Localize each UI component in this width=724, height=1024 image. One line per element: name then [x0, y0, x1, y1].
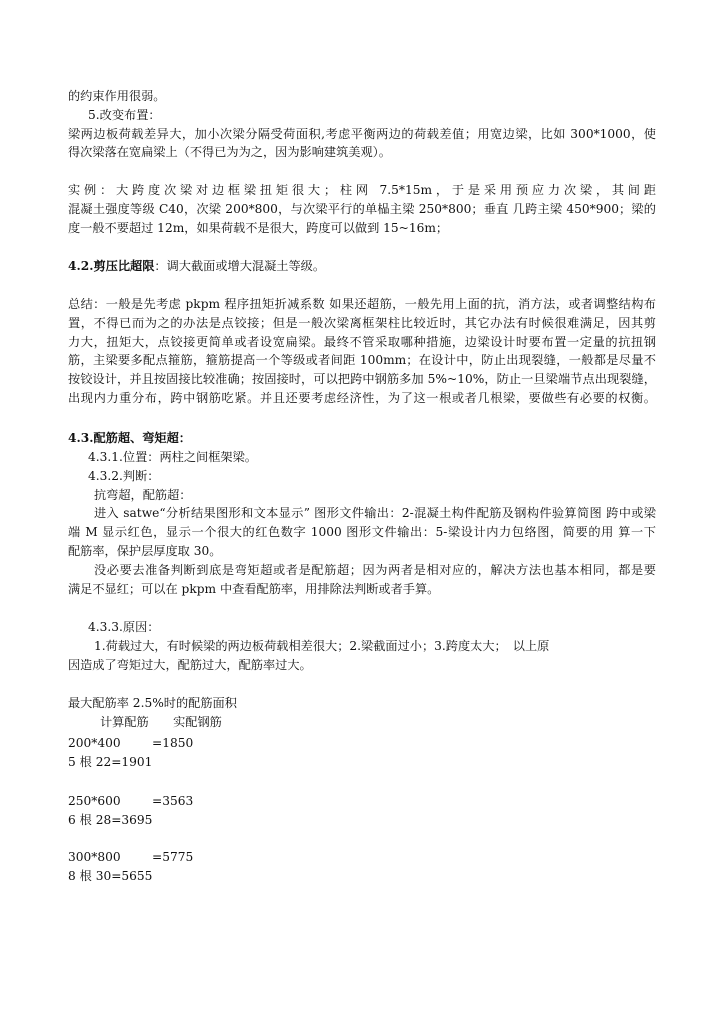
table-header: 计算配筋 实配钢筋: [100, 715, 222, 729]
text-line: 实例：大跨度次梁对边框梁扭矩很大；柱网 7.5*15m，于是采用预应力次梁，其间距: [68, 183, 656, 197]
text-line: 置，不得已而为之的办法是点铰接；但是一般次梁离框架柱比较近时，其它办法有时候很难满足，因其剪: [68, 316, 656, 330]
required-area: =3563: [152, 794, 194, 808]
required-area: =5775: [152, 850, 194, 864]
text-line: 混凝土强度等级 C40，次梁 200*800，与次梁平行的单榀主梁 250*800；垂直 几跨主梁 450*900；梁的: [68, 202, 656, 216]
heading-4-2: [68, 258, 656, 275]
text-line: 4.3.2.判断：: [88, 469, 160, 483]
provided-rebar: 8 根 30=5655: [68, 869, 153, 883]
text-line: 抗弯超，配筋超：: [94, 488, 192, 502]
text-line: 梁两边板荷载差异大，加小次梁分隔受荷面积,考虑平衡两边的荷载差值；用宽边梁，比如 300*1000，使: [68, 127, 656, 141]
text-line: 1.荷载过大，有时候梁的两边板荷载相差很大；2.梁截面过小；3.跨度太大； 以上原: [94, 639, 550, 653]
text-line: 因造成了弯矩过大，配筋过大，配筋率过大。: [68, 658, 312, 672]
text-line: 筋，主梁要多配点箍筋，箍筋提高一个等级或者间距 100mm；在设计中，防止出现裂缝，一般都是尽量不: [68, 353, 656, 367]
section-size: 300*800: [68, 850, 121, 864]
text-line: 力大，扭矩大，点铰接更简单或者设宽扁梁。最终不管采取哪种措施，边梁设计时要布置一定量的抗扭钢: [68, 335, 656, 349]
text-line: 没必要去准备判断到底是弯矩超或者是配筋超；因为两者是相对应的，解决方法也基本相同，都是要: [94, 563, 656, 577]
provided-rebar: 6 根 28=3695: [68, 813, 153, 827]
table-title: 最大配筋率 2.5%时的配筋面积: [68, 696, 237, 710]
heading-4-2-number: 4.2.: [68, 259, 94, 273]
text-line: 总结：一般是先考虑 pkpm 程序扭矩折减系数 如果还超筋，一般先用上面的抗，消方法，或者调整结构布: [68, 297, 656, 311]
text-line: 进入 satwe“分析结果图形和文本显示” 图形文件输出：2-混凝土构件配筋及钢构件验算简图 跨中或梁: [94, 506, 656, 520]
provided-rebar: 5 根 22=1901: [68, 755, 153, 769]
text-line: 出现内力重分布，跨中钢筋吃紧。并且还要考虑经济性，为了这一根或者几根梁，要做些有必要的权衡。: [68, 391, 656, 405]
heading-4-2-text: ：调大截面或增大混凝土等级。: [154, 259, 326, 273]
text-line: 4.3.3.原因：: [88, 620, 160, 634]
section-size: 200*400: [68, 736, 121, 750]
text-line: 按铰设计，并且按固接比较准确；按固接时，可以把跨中钢筋多加 5%~10%，防止一旦梁端节点出现裂缝，: [68, 372, 656, 386]
text-line: 的约束作用很弱。: [68, 89, 166, 103]
heading-4-2-title: 剪压比超限: [93, 259, 155, 273]
text-line: 配筋率，保护层厚度取 30。: [68, 544, 222, 558]
text-line: 得次梁落在宽扁梁上（不得已为为之，因为影响建筑美观）。: [68, 145, 391, 159]
required-area: =1850: [152, 736, 194, 750]
heading-4-3: 4.3.配筋超、弯矩超：: [68, 431, 191, 445]
text-line: 满足不显红；可以在 pkpm 中查看配筋率，用排除法判断或者手算。: [68, 582, 440, 596]
text-line: 度一般不要超过 12m，如果荷载不是很大，跨度可以做到 15~16m；: [68, 221, 449, 235]
section-size: 250*600: [68, 794, 121, 808]
section-5-title: 5.改变布置：: [88, 108, 161, 122]
text-line: 4.3.1.位置：两柱之间框架梁。: [88, 450, 257, 464]
text-line: 端 M 显示红色，显示一个很大的红色数字 1000 图形文件输出：5-梁设计内力包络图，简要的用 算一下: [68, 525, 656, 539]
